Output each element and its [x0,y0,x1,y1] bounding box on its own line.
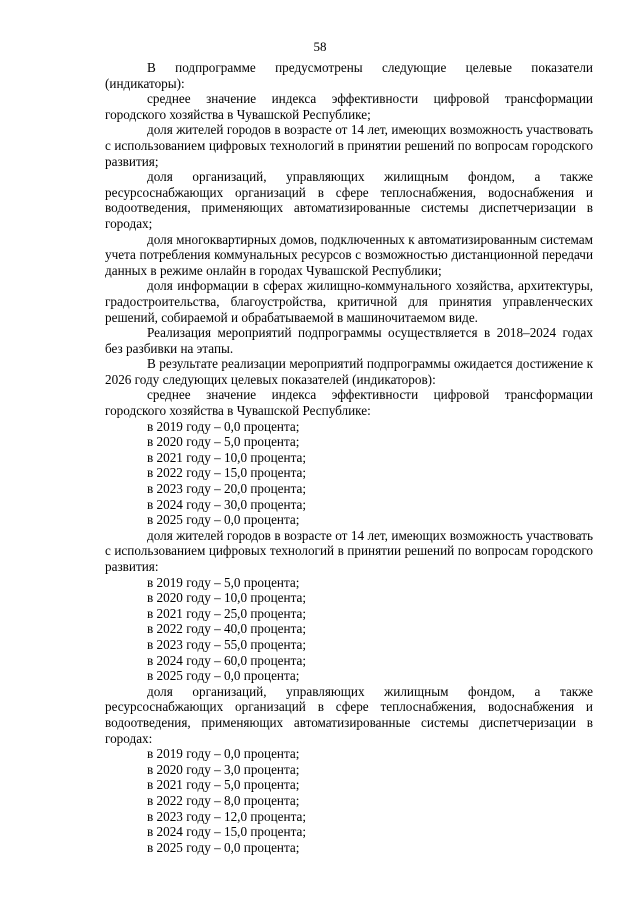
expected-paragraph: В результате реализации мероприятий подпрограммы ожидается достижение к 2026 году следующих целевых показателей (индикаторов): [105,356,593,387]
indicator-item: доля информации в сферах жилищно-коммунального хозяйства, архитектуры, градостроительства, благоустройства, критичной для принятия управленческих решений, собираемой и обрабатываемой в машиночитаемом виде. [105,278,593,325]
target-year-value: в 2024 году – 60,0 процента; [147,652,307,668]
target-year-value: в 2021 году – 5,0 процента; [147,777,300,793]
target-year-value: в 2025 году – 0,0 процента; [147,512,300,528]
target-year-value: в 2024 году – 15,0 процента; [147,824,307,840]
target-title: среднее значение индекса эффективности цифровой трансформации городского хозяйства в Чувашской Республике: [105,387,593,419]
target-year-value: в 2024 году – 30,0 процента; [147,496,307,512]
target-year-value: в 2021 году – 10,0 процента; [147,449,307,465]
indicator-item: среднее значение индекса эффективности цифровой трансформации городского хозяйства в Чувашской Республике; [105,91,593,122]
target-title: доля организаций, управляющих жилищным фондом, а также ресурсоснабжающих организаций в сфере теплоснабжения, водоснабжения и водоотведения, применяющих автоматизированные системы диспетчеризации в городах: [105,683,593,746]
indicator-item: доля жителей городов в возрасте от 14 лет, имеющих возможность участвовать с использованием цифровых технологий в принятии решений по вопросам городского развития; [105,122,593,169]
indicator-item: доля многоквартирных домов, подключенных к автоматизированным системам учета потребления коммунальных ресурсов с возможностью дистанционной передачи данных в режиме онлайн в городах Чувашской Республики; [105,231,593,278]
target-year-value: в 2021 году – 25,0 процента; [147,605,307,621]
document-body [105,60,593,855]
target-year-value: в 2025 году – 0,0 процента; [147,839,300,855]
target-year-value: в 2022 году – 15,0 процента; [147,465,307,481]
target-year-value: в 2019 году – 0,0 процента; [147,746,300,762]
implementation-paragraph: Реализация мероприятий подпрограммы осуществляется в 2018–2024 годах без разбивки на этапы. [105,325,593,356]
target-title: доля жителей городов в возрасте от 14 лет, имеющих возможность участвовать с использованием цифровых технологий в принятии решений по вопросам городского развития: [105,527,593,574]
target-year-value: в 2019 году – 0,0 процента; [147,418,300,434]
target-year-value: в 2023 году – 12,0 процента; [147,808,307,824]
target-year-value: в 2025 году – 0,0 процента; [147,668,300,684]
target-year-value: в 2019 году – 5,0 процента; [147,574,300,590]
target-year-value: в 2020 году – 3,0 процента; [147,761,300,777]
target-year-value: в 2020 году – 10,0 процента; [147,590,307,606]
target-year-value: в 2022 году – 8,0 процента; [147,792,300,808]
intro-paragraph: В подпрограмме предусмотрены следующие целевые показатели (индикаторы): [105,60,593,91]
target-year-value: в 2023 году – 20,0 процента; [147,481,307,497]
target-year-value: в 2023 году – 55,0 процента; [147,636,307,652]
page-number: 58 [313,39,327,54]
indicator-item: доля организаций, управляющих жилищным фондом, а также ресурсоснабжающих организаций в сфере теплоснабжения, водоснабжения и водоотведения, применяющих автоматизированные системы диспетчеризации в городах; [105,169,593,231]
target-year-value: в 2020 году – 5,0 процента; [147,434,300,450]
target-year-value: в 2022 году – 40,0 процента; [147,621,307,637]
